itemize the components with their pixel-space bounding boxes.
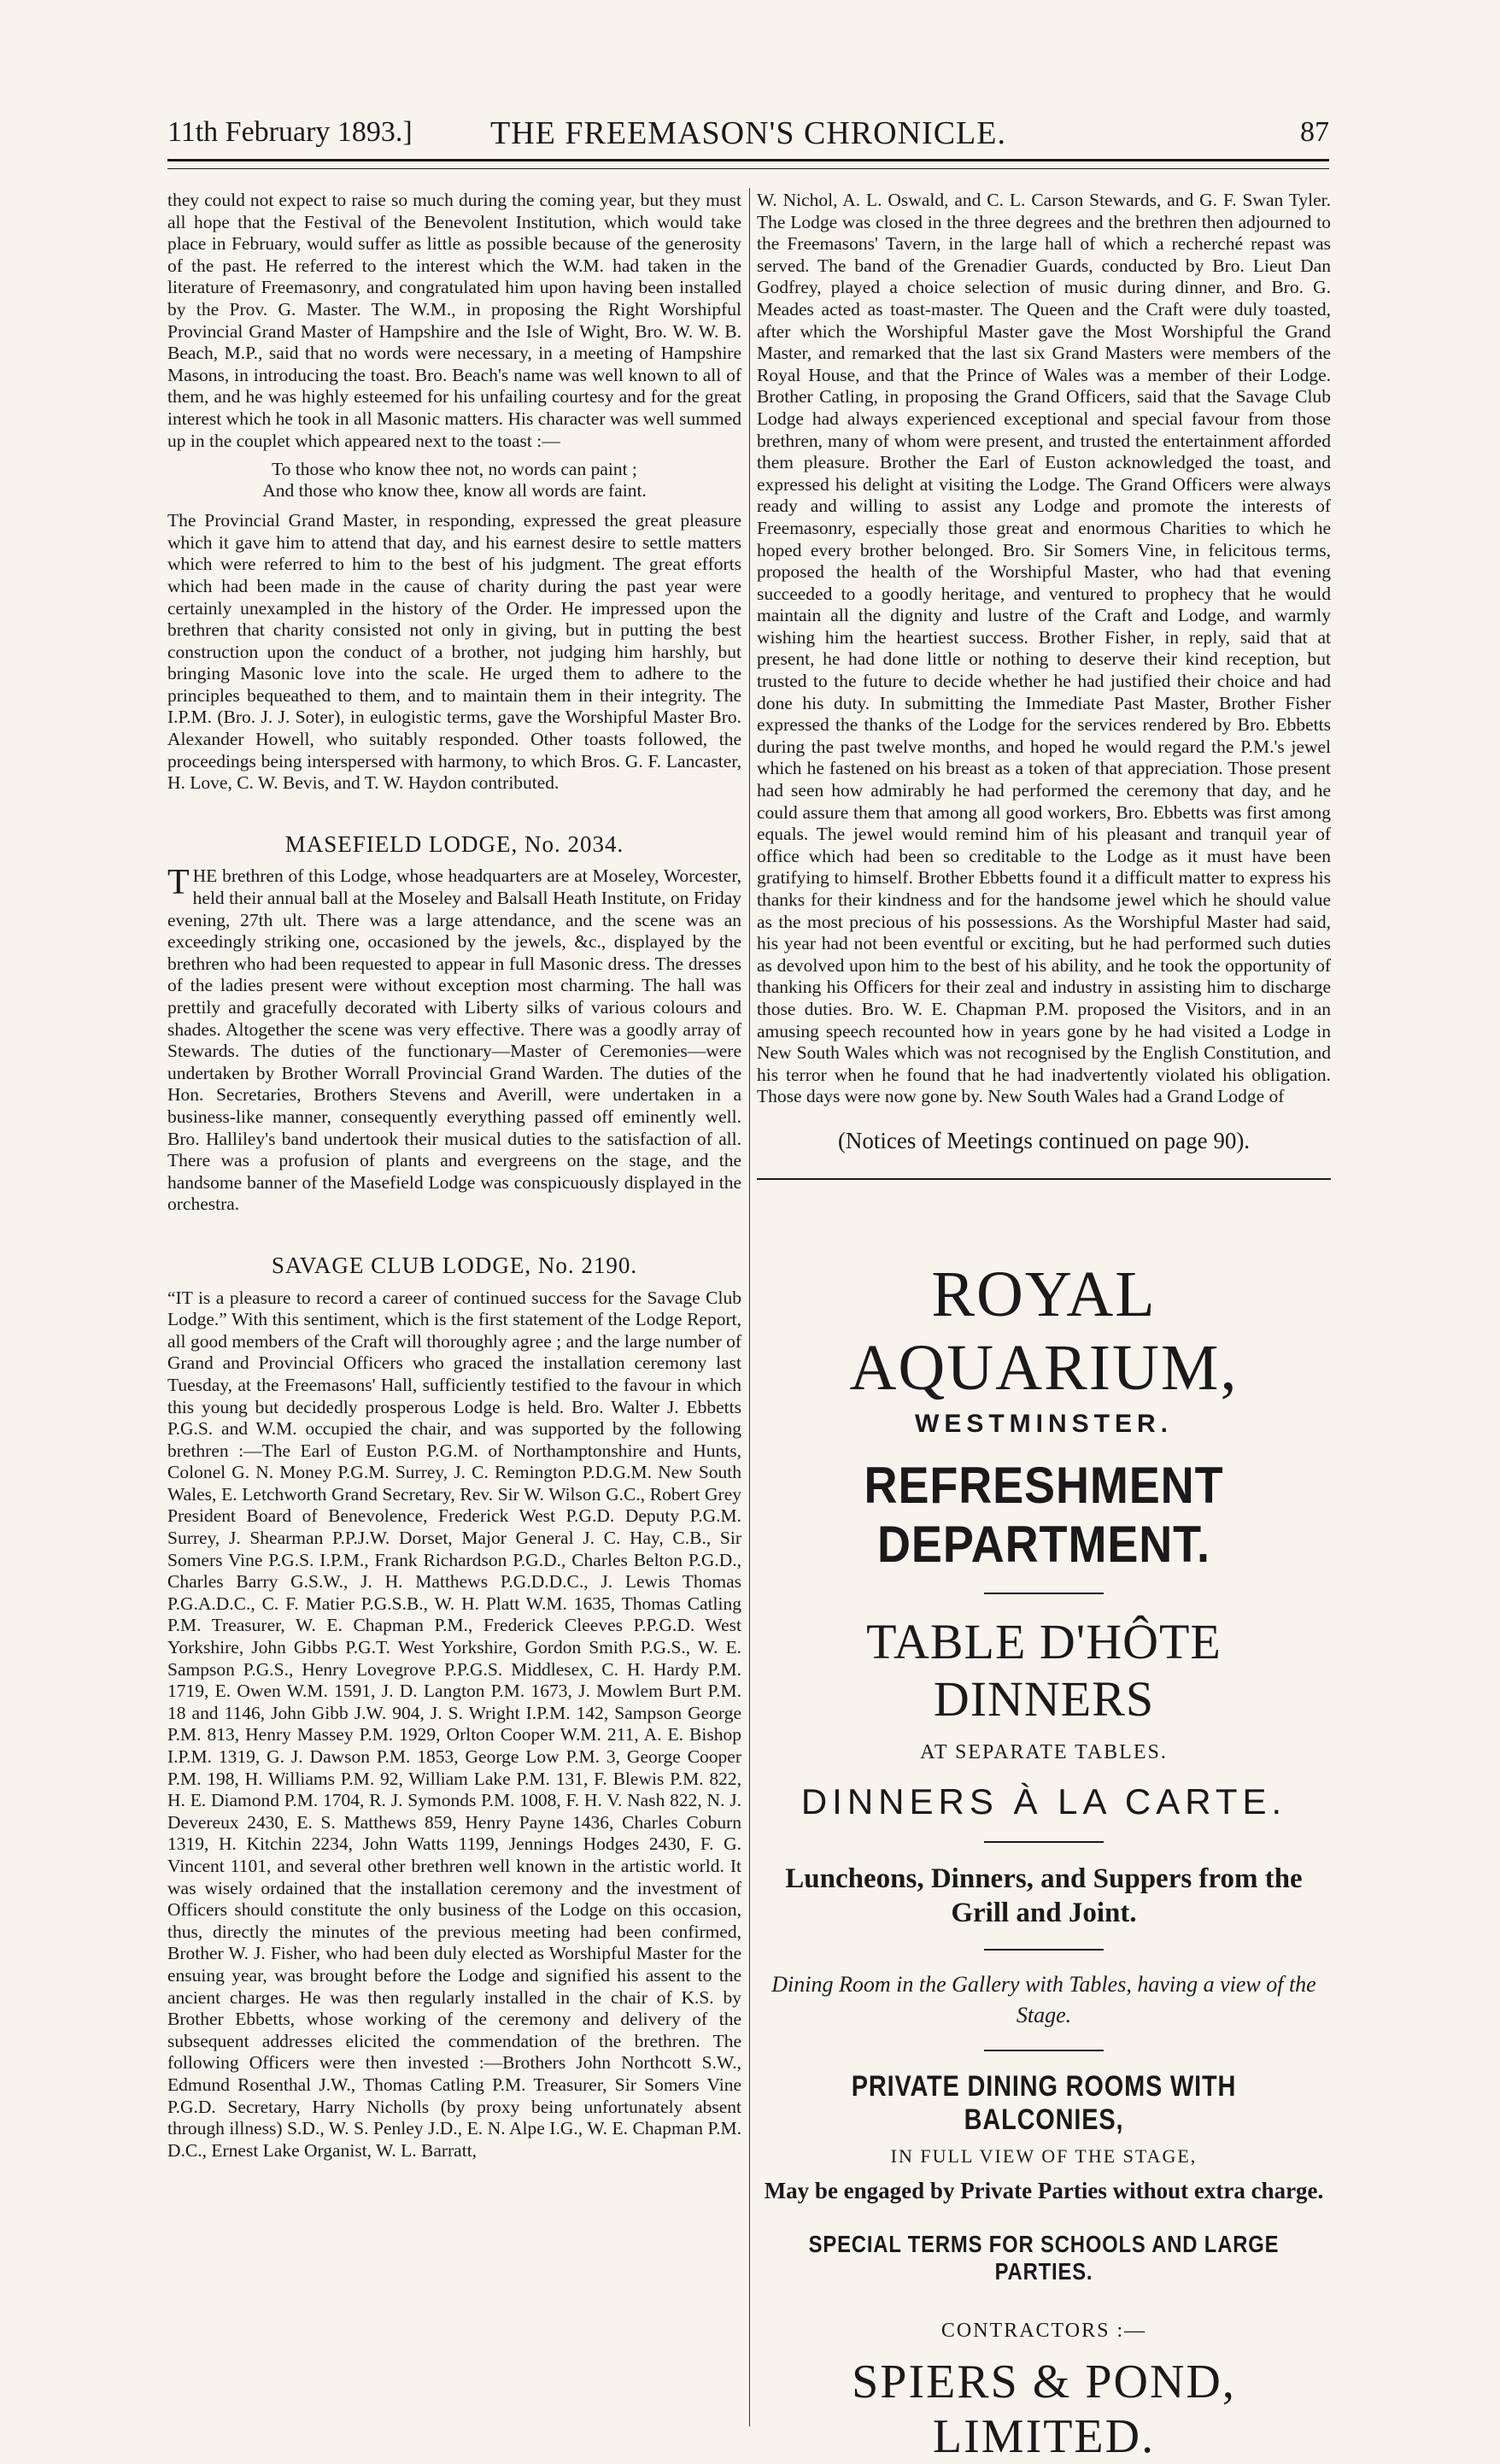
ad-short-rule <box>984 1841 1104 1843</box>
left-column <box>167 190 741 2162</box>
ad-private-parties: May be engaged by Private Parties without extra charge. <box>764 2178 1324 2203</box>
continuation-notice: (Notices of Meetings continued on page 90). <box>837 1127 1251 1153</box>
article-paragraph: W. Nichol, A. L. Oswald, and C. L. Carson Stewards, and G. F. Swan Tyler. The Lodge was closed in the three degrees and the brethren then adjourned to the Freemasons' Tavern, in the large hall of which a recherché repast was served. The band of the Grenadier Guards, conducted by Bro. Lieut Dan Godfrey, played a choice selection of music during dinner, and Bro. G. Meades acted as toast-master. The Queen and the Craft were duly toasted, after which the Worshipful Master gave the Most Worshipful the Grand Master, and remarked that the last six Grand Masters were members of the Royal House, and that the Prince of Wales was a member of their Lodge. Brother Catling, in proposing the Grand Officers, said that the Savage Club Lodge had always experienced exceptional and special favour from those brethren, many of whom were present, and trusted the entertainment afforded them pleasure. Brother the Earl of Euston acknowledged the toast, and expressed his delight at visiting the Lodge. The Grand Officers were always ready and willing to assist any Lodge and promote the interests of Freemasonry, especially those great and enormous Charities to which he hoped every brother belonged. Bro. Sir Somers Vine, in felicitous terms, proposed the health of the Worshipful Master, who had that evening succeeded to a goodly heritage, and ventured to prophecy that he would maintain all the dignity and lustre of the Craft and Lodge, and warmly wishing him the heartiest success. Brother Fisher, in reply, said that at present, he had done little or nothing to deserve their kind reception, but trusted to the future to decide whether he had justified their choice and had done his duty. In submitting the Immediate Past Master, Brother Fisher expressed the thanks of the Lodge for the services rendered by Bro. Ebbetts during the past twelve months, and hoped he would regard the P.M.'s jewel which he fastened on his breast as a token of that appreciation. Those present had seen how admirably he had performed the ceremony that day, and he could assure them that among all good workers, Bro. Ebbetts was first among equals. The jewel would remind him of his pleasant and tranquil year of office which had been so creditable to the Lodge as it must have been gratifying to himself. Brother Ebbetts found it a difficult matter to express his thanks for their kindness and for the handsome jewel which he should value as the most precious of his possessions. As the Worshipful Master had said, his year had not been eventful or exciting, but he had performed such duties as devolved upon him to the best of his ability, and he took the opportunity of thanking his Officers for their zeal and industry in assisting him to discharge those duties. Bro. W. E. Chapman P.M. proposed the Visitors, and in an amusing speech recounted how in years gone by he had visited a Lodge in New South Wales which was not recognised by the English Constitution, and his terror when he found that he had inadvertently violated his obligation. Those days were now gone by. New South Wales had a Grand Lodge of <box>757 190 1331 1107</box>
couplet <box>167 459 741 502</box>
ad-luncheons: Luncheons, Dinners, and Suppers from the Grill and Joint. <box>785 1863 1303 1928</box>
ad-westminster: WESTMINSTER. <box>915 1410 1173 1438</box>
ad-private-rooms: PRIVATE DINING ROOMS WITH BALCONIES, <box>851 2070 1237 2136</box>
ad-dining-room: Dining Room in the Gallery with Tables, having a view of the Stage. <box>771 1972 1316 2027</box>
right-column <box>757 190 1331 1192</box>
section-heading-masefield: MASEFIELD LODGE, No. 2034. <box>284 830 624 857</box>
issue-date: 11th February 1893.] <box>167 116 413 148</box>
page-header <box>167 113 1329 155</box>
ad-short-rule <box>984 1949 1104 1951</box>
article-paragraph: “IT is a pleasure to record a career of continued success for the Savage Club Lodge.” With this sentiment, which is the first statement of the Lodge Report, all good members of the Craft will thoroughly agree ; and the large number of Grand and Provincial Officers who graced the installation ceremony last Tuesday, at the Freemasons' Hall, sufficiently testified to the favour in which this young but decidedly prosperous Lodge is held. Bro. Walter J. Ebbetts P.G.S. and W.M. occupied the chair, and was supported by the following brethren :—The Earl of Euston P.G.M. of Northamptonshire and Hunts, Colonel G. N. Money P.G.M. Surrey, J. C. Remington P.D.G.M. New South Wales, E. Letchworth Grand Secretary, Rev. Sir W. Wilson G.C., Robert Grey President Board of Benevolence, Frederick West P.G.D. Deputy P.G.M. Surrey, J. Shearman P.P.J.W. Dorset, Major General J. C. Hay, C.B., Sir Somers Vine P.G.S. I.P.M., Frank Richardson P.G.D., Charles Belton P.G.D., Charles Barry G.S.W., J. H. Matthews P.G.D.D.C., J. Lewis Thomas P.G.A.D.C., C. F. Matier P.G.S.B., W. H. Platt W.M. 1635, Thomas Catling P.M. Treasurer, W. E. Chapman P.M., Frederick Cleeves P.P.G.D. West Yorkshire, John Gibbs P.G.T. West Yorkshire, Gordon Smith P.G.S., W. E. Sampson P.G.S., Henry Lovegrove P.P.G.S. Middlesex, C. H. Hardy P.M. 1719, E. Owen W.M. 1591, J. D. Langton P.M. 1673, J. Mowlem Burt P.M. 18 and 1146, John Gibb J.W. 904, J. S. Wright I.P.M. 142, Sampson George P.M. 813, Henry Massey P.M. 1929, Orlton Cooper W.M. 211, A. E. Bishop I.P.M. 1319, G. J. Dawson P.M. 1853, George Low P.M. 3, George Cooper P.M. 198, H. Williams P.M. 92, William Lake P.M. 131, F. Blewis P.M. 822, H. E. Diamond P.M. 1704, R. J. Symonds P.M. 1008, F. H. V. Nash 822, N. J. Devereux 2430, E. S. Matthews 859, Henry Payne 1436, Charles Coburn 1319, H. Kitchin 2234, John Watts 1199, Jennings Hodges 2430, F. G. Vincent 1101, and several other brethren well known in the artistic world. It was wisely ordained that the installation ceremony and the investment of Officers should constitute the only business of the Lodge on this occasion, thus, directly the minutes of the previous meeting had been confirmed, Brother W. J. Fisher, who had been duly elected as Worshipful Master for the ensuing year, was brought before the Lodge and signified his assent to the ancient charges. He was then regularly installed in the chair of K.S. by Brother Ebbetts, whose working of the ceremony and delivery of the subsequent addresses elicited the commendation of the brethren. The following Officers were then invested :—Brothers John Northcott S.W., Edmund Rosenthal J.W., Thomas Catling P.M. Treasurer, Sir Somers Vine P.G.D. Secretary, Harry Nicholls (by proxy being unfortunately absent through illness) S.D., W. S. Penley J.D., E. N. Alpe I.G., W. E. Chapman P.M. D.C., Ernest Lake Organist, W. L. Barratt, <box>167 1287 741 2161</box>
ad-dinners-a-la-carte: DINNERS À LA CARTE. <box>800 1781 1287 1822</box>
ad-refreshment-department: REFRESHMENT DEPARTMENT. <box>864 1457 1224 1573</box>
ad-full-view: IN FULL VIEW OF THE STAGE, <box>890 2145 1198 2167</box>
ad-short-rule <box>984 1593 1104 1594</box>
ad-contractors: CONTRACTORS :— <box>940 2320 1147 2342</box>
couplet-line: To those who know thee not, no words can paint ; <box>272 459 637 480</box>
ad-royal-aquarium: ROYAL AQUARIUM, <box>849 1258 1239 1404</box>
ad-table-dhote: TABLE D'HÔTE DINNERS <box>866 1614 1222 1727</box>
ad-special-terms: SPECIAL TERMS FOR SCHOOLS AND LARGE PARTIES. <box>808 2231 1280 2285</box>
ad-separate-tables: AT SEPARATE TABLES. <box>920 1741 1168 1763</box>
article-paragraph: THE brethren of this Lodge, whose headquarters are at Moseley, Worcester, held their annual ball at the Moseley and Balsall Heath Institute, on Friday evening, 27th ult. There was a large attendance, and the scene was an exceedingly striking one, occasioned by the jewels, &c., displayed by the brethren who had been requested to appear in full Masonic dress. The dresses of the ladies present were without exception most charming. The hall was prettily and gracefully decorated with Liberty silks of various colours and shades. Altogether the scene was very effective. There was a goodly array of Stewards. The duties of the functionary—Master of Ceremonies—were undertaken by Brother Worrall Provincial Grand Warden. The duties of the Hon. Secretaries, Brothers Stevens and Averill, were undertaken in a business-like manner, consequently everything passed off eminently well. Bro. Halliley's band undertook their musical duties to the satisfaction of all. There was a profusion of plants and evergreens on the stage, and the handsome banner of the Masefield Lodge was conspicuously displayed in the orchestra. <box>167 863 741 1215</box>
ad-separator-rule <box>757 1178 1331 1180</box>
section-heading-savage: SAVAGE CLUB LODGE, No. 2190. <box>271 1252 638 1278</box>
column-divider <box>749 188 750 2426</box>
page-number: 87 <box>1300 116 1329 148</box>
header-rule <box>167 159 1329 169</box>
article-paragraph: they could not expect to raise so much during the coming year, but they must all hope that the Festival of the Benevolent Institution, which would take place in February, would suffer as little as possible because of the generosity of the past. He referred to the interest which the W.M. had taken in the literature of Freemasonry, and congratulated him upon having been installed by the Prov. G. Master. The W.M., in proposing the Right Worshipful Provincial Grand Master of Hampshire and the Isle of Wight, Bro. W. W. B. Beach, M.P., said that no words were necessary, in a meeting of Hampshire Masons, in introducing the toast. Bro. Beach's name was well known to all of them, and he was highly esteemed for his unfailing courtesy and for the great interest which he took in all Masonic matters. His character was well summed up in the couplet which appeared next to the toast :— <box>167 190 741 451</box>
article-paragraph: The Provincial Grand Master, in responding, expressed the great pleasure which it gave him to attend that day, and his earnest desire to settle matters which were referred to him to the best of his judgment. The great efforts which had been made in the cause of charity during the past year were certainly unexampled in the history of the Order. He impressed upon the brethren that charity consisted not only in giving, but in putting the best construction upon the conduct of a brother, not judging him harshly, but bringing Masonic love into the scale. He urged them to adhere to the principles bequeathed to them, and to maintain them in their integrity. The I.P.M. (Bro. J. J. Soter), in eulogistic terms, gave the Worshipful Master Bro. Alexander Howell, who suitably responded. Other toasts followed, the proceedings being interspersed with harmony, to which Bros. G. F. Lancaster, H. Love, C. W. Bevis, and T. W. Haydon contributed. <box>167 510 741 794</box>
ad-short-rule <box>984 2050 1104 2051</box>
couplet-line: And those who know thee, know all words are faint. <box>262 480 647 502</box>
advertisement-royal-aquarium <box>757 1258 1331 2464</box>
ad-spiers-and-pond: SPIERS & POND, LIMITED. <box>852 2355 1236 2463</box>
publication-title: THE FREEMASON'S CHRONICLE. <box>490 115 1006 151</box>
